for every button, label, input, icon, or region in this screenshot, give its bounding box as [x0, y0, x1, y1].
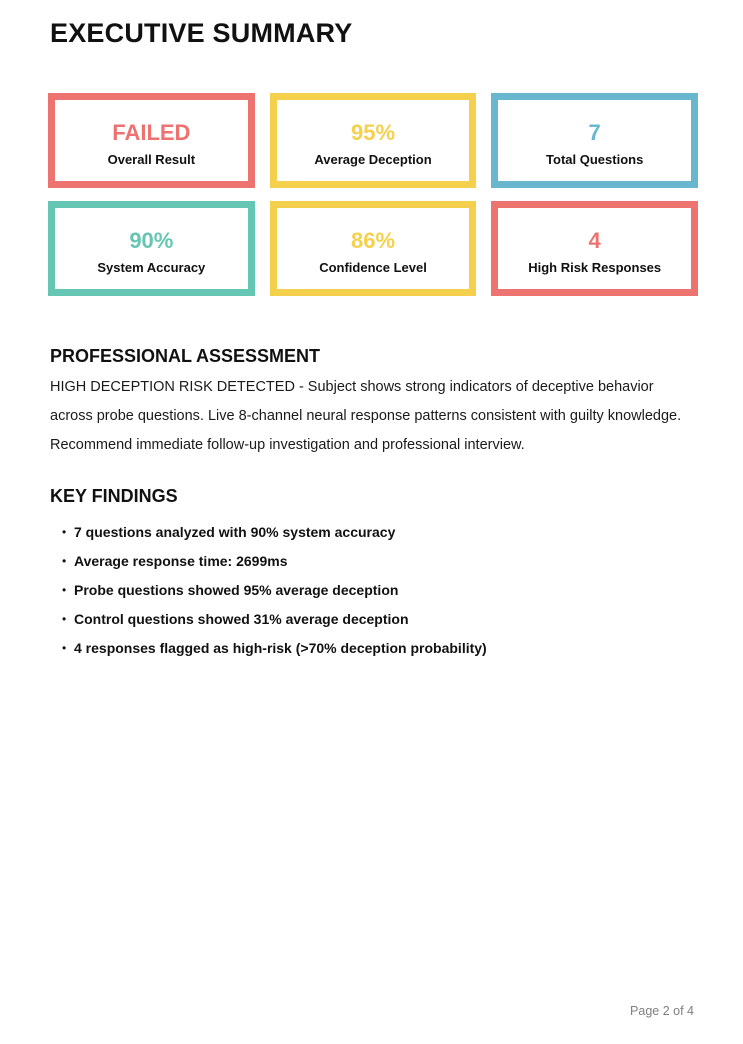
finding-item: • 7 questions analyzed with 90% system accuracy [62, 518, 692, 547]
findings-list [62, 518, 692, 663]
finding-item: • Probe questions showed 95% average deception [62, 576, 692, 605]
stat-label: Total Questions [546, 151, 644, 167]
stat-value: 4 [588, 227, 601, 253]
stat-card-system-accuracy [48, 201, 255, 296]
stat-value: 86% [350, 227, 396, 253]
stat-value: 7 [588, 119, 601, 145]
stat-card-total-questions [491, 93, 698, 188]
findings-section-heading: KEY FINDINGS [50, 486, 178, 506]
stat-label: Average Deception [314, 151, 432, 167]
assessment-paragraph: HIGH DECEPTION RISK DETECTED - Subject shows strong indicators of deceptive behavior across probe questions. Live 8-channel neural response patterns consistent with guilty knowledge. Recommend immediate follow-up investigation and professional interview. [50, 379, 682, 453]
stat-label: Confidence Level [319, 259, 427, 275]
finding-item: • Control questions showed 31% average deception [62, 605, 692, 634]
stat-card-high-risk-responses [491, 201, 698, 296]
finding-item: • 4 responses flagged as high-risk (>70% deception probability) [62, 634, 692, 663]
stat-card-average-deception [270, 93, 477, 188]
stat-value: FAILED [112, 119, 191, 145]
finding-item: • Average response time: 2699ms [62, 547, 692, 576]
stat-card-overall-result [48, 93, 255, 188]
stat-label: High Risk Responses [528, 259, 662, 275]
stat-card-confidence-level [270, 201, 477, 296]
stat-label: System Accuracy [97, 259, 206, 275]
stat-value: 95% [350, 119, 396, 145]
stat-card-grid [48, 93, 698, 296]
assessment-section-heading: PROFESSIONAL ASSESSMENT [50, 346, 321, 366]
stat-label: Overall Result [107, 151, 196, 167]
page-title: EXECUTIVE SUMMARY [50, 18, 353, 48]
page-number: Page 2 of 4 [630, 1004, 694, 1018]
stat-value: 90% [129, 227, 174, 253]
